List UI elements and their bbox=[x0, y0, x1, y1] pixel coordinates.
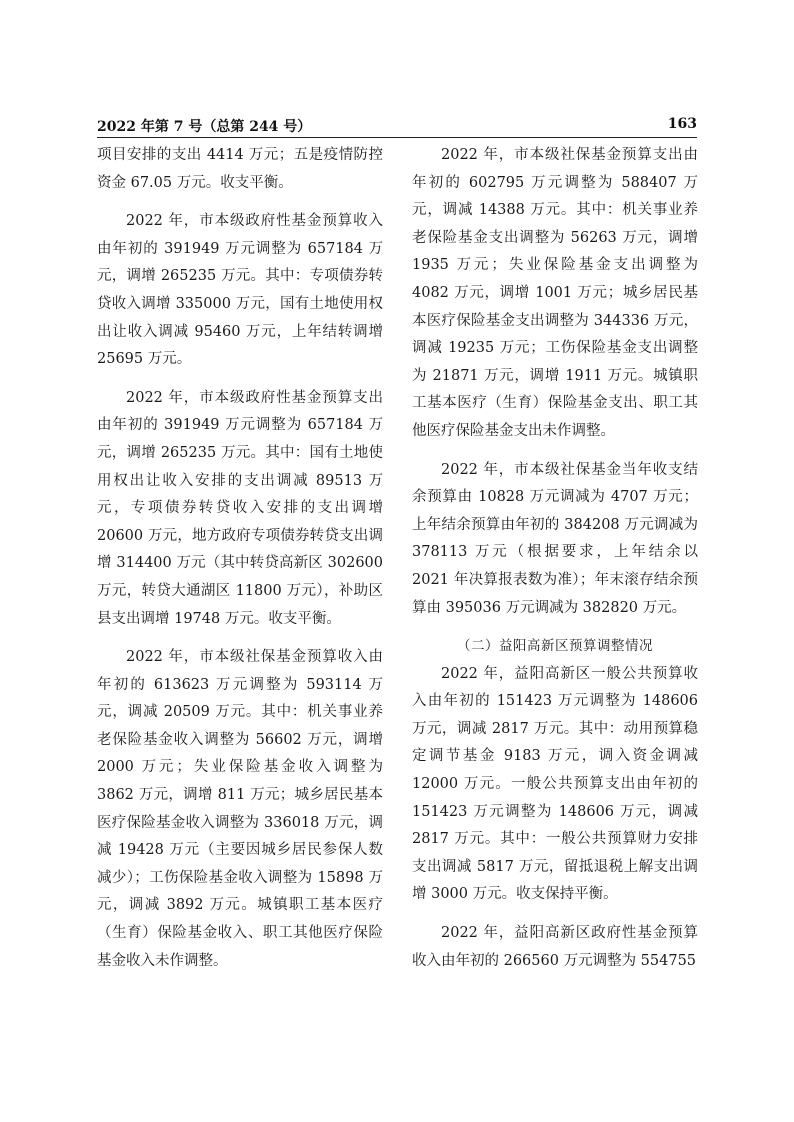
paragraph: 2022 年，市本级社保基金预算支出由年初的 602795 万元调整为 588407 万元，调减 14388 万元。其中：机关事业养老保险基金支出调整为 56263 万元，调增 1935 万元；失业保险基金支出调整为 4082 万元，调增 1001 万元；城乡居民基本医疗保险基金支出调整为 344336 万元，调减 19235 万元；工伤保险基金支出调整为 21871 万元，调增 1911 万元。城镇职工基本医疗（生育）保险基金支出、职工其他医疗保险基金支出未作调整。 bbox=[412, 147, 698, 439]
issue-label: 2022 年第 7 号（总第 244 号） bbox=[97, 119, 312, 135]
paragraph: 项目安排的支出 4414 万元；五是疫情防控资金 67.05 万元。收支平衡。 bbox=[97, 147, 383, 191]
paragraph: 2022 年，市本级政府性基金预算支出由年初的 391949 万元调整为 657184 万元，调增 265235 万元。其中：国有土地使用权出让收入安排的支出调减 89513 万元，专项债券转贷收入安排的支出调增 20600 万元，地方政府专项债券转贷支出调增 314400 万元（其中转贷高新区 302600 万元，转贷大通湖区 11800 万元），补助区县支出调增 19748 万元。收支平衡。 bbox=[97, 389, 383, 627]
page-number: 163 bbox=[667, 116, 697, 132]
paragraph: 2022 年，益阳高新区一般公共预算收入由年初的 151423 万元调整为 148606 万元，调减 2817 万元。其中：动用预算稳定调节基金 9183 万元，调入资金调减 12000 万元。一般公共预算支出由年初的 151423 万元调整为 148606 万元，调减 2817 万元。其中：一般公共预算财力安排支出调减 5817 万元，留抵退税上解支出调增 3000 万元。收支保持平衡。 bbox=[412, 665, 698, 903]
paragraph: 2022 年，市本级社保基金预算收入由年初的 613623 万元调整为 593114 万元，调减 20509 万元。其中：机关事业养老保险基金收入调整为 56602 万元，调增 2000 万元；失业保险基金收入调整为 3862 万元，调增 811 万元；城乡居民基本医疗保险基金收入调整为 336018 万元，调减 19428 万元（主要因城乡居民参保人数减少）；工伤保险基金收入调整为 15898 万元，调减 3892 万元。城镇职工基本医疗（生育）保险基金收入、职工其他医疗保险基金收入未作调整。 bbox=[97, 649, 383, 969]
header-rule bbox=[97, 137, 697, 138]
paragraph: 2022 年，市本级社保基金当年收支结余预算由 10828 万元调减为 4707 万元；上年结余预算由年初的 384208 万元调减为 378113 万元（根据要求，上年结余以 2021 年决算报表数为准）；年末滚存结余预算由 395036 万元调减为 382820 万元。 bbox=[412, 461, 698, 616]
section-heading: （二）益阳高新区预算调整情况 bbox=[457, 638, 653, 655]
running-header bbox=[97, 116, 697, 136]
right-column bbox=[412, 142, 698, 975]
paragraph: 2022 年，益阳高新区政府性基金预算收入由年初的 266560 万元调整为 554755 bbox=[412, 925, 698, 969]
paragraph: 2022 年，市本级政府性基金预算收入由年初的 391949 万元调整为 657184 万元，调增 265235 万元。其中：专项债券转贷收入调增 335000 万元，国有土地使用权出让收入调减 95460 万元，上年结转调增 25695 万元。 bbox=[97, 213, 383, 368]
left-column bbox=[97, 142, 383, 975]
